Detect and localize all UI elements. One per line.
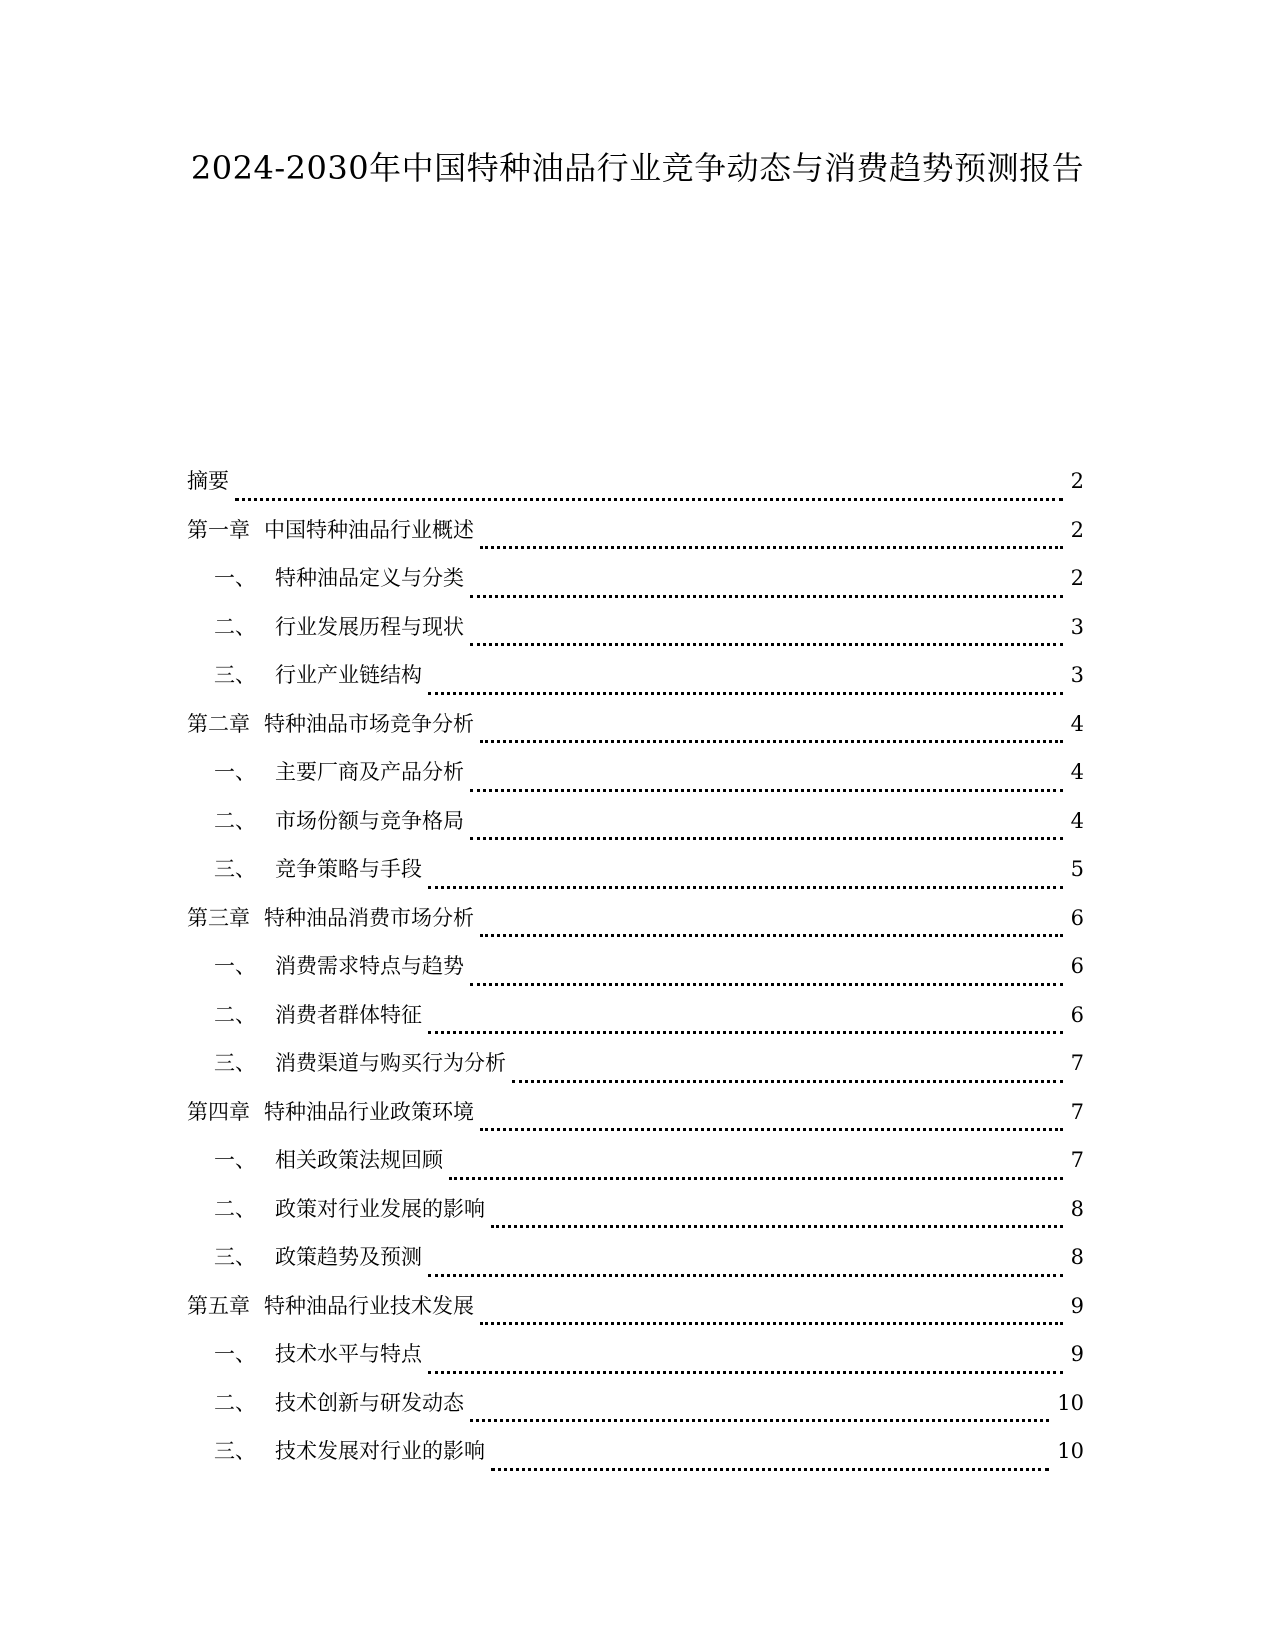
toc-chapter-entry[interactable] [187,710,1084,759]
toc-entry-label: 特种油品消费市场分析 [264,905,474,930]
toc-dot-leader [235,498,1063,501]
toc-entry-label: 消费需求特点与趋势 [275,954,464,978]
toc-entry-number: 第一章 [187,517,250,542]
toc-dot-leader [480,546,1063,549]
toc-page-number: 8 [1070,1196,1084,1221]
toc-entry-label: 特种油品行业政策环境 [264,1099,474,1124]
toc-page-number: 9 [1070,1342,1084,1366]
toc-entry-number: 第三章 [187,905,250,930]
toc-dot-leader [470,983,1063,986]
toc-dot-leader [449,1177,1063,1180]
toc-entry-number: 一、 [214,1148,256,1172]
toc-entry-number: 二、 [214,1002,256,1027]
toc-dot-leader [470,595,1063,598]
toc-dot-leader [491,1225,1063,1228]
toc-entry-number: 一、 [214,566,256,590]
toc-dot-leader [428,1371,1063,1374]
toc-dot-leader [470,837,1063,840]
toc-chapter-entry[interactable] [187,1292,1084,1341]
toc-dot-leader [491,1468,1049,1471]
toc-section-entry[interactable] [187,1001,1084,1050]
toc-entry-label: 相关政策法规回顾 [275,1148,443,1172]
toc-section-entry[interactable] [187,855,1084,904]
toc-page-number: 7 [1070,1099,1084,1124]
toc-page-number: 5 [1070,857,1084,881]
toc-section-entry[interactable] [187,661,1084,710]
toc-dot-leader [512,1080,1063,1083]
toc-page-number: 2 [1070,566,1084,590]
toc-page-number: 3 [1070,663,1084,687]
toc-entry-number: 三、 [214,1245,256,1269]
toc-entry-number: 第二章 [187,711,250,736]
toc-page-number: 4 [1070,760,1084,784]
toc-dot-leader [480,740,1063,743]
toc-entry-number: 二、 [214,1390,256,1415]
toc-entry-label: 摘要 [187,469,229,493]
toc-entry-number: 三、 [214,1051,256,1075]
toc-dot-leader [428,886,1063,889]
toc-chapter-entry[interactable] [187,904,1084,953]
toc-entry-number: 二、 [214,614,256,639]
toc-entry-number: 一、 [214,760,256,784]
toc-page-number: 3 [1070,614,1084,639]
toc-page-number: 9 [1070,1293,1084,1318]
toc-entry-label: 特种油品行业技术发展 [264,1293,474,1318]
toc-entry-number: 三、 [214,857,256,881]
toc-section-entry[interactable] [187,1243,1084,1292]
toc-dot-leader [428,1274,1063,1277]
toc-entry-number: 二、 [214,1196,256,1221]
toc-page-number: 4 [1070,711,1084,736]
toc-section-entry[interactable] [187,613,1084,662]
toc-entry-label: 政策对行业发展的影响 [275,1196,485,1221]
toc-entry-number: 二、 [214,808,256,833]
toc-page-number: 10 [1057,1390,1084,1415]
toc-section-entry[interactable] [187,952,1084,1001]
toc-entry-label: 特种油品定义与分类 [275,566,464,590]
toc-dot-leader [480,1322,1063,1325]
toc-entry-label: 技术创新与研发动态 [275,1390,464,1415]
toc-entry-label: 市场份额与竞争格局 [275,808,464,833]
toc-section-entry[interactable] [187,1195,1084,1244]
toc-entry-number: 第五章 [187,1293,250,1318]
toc-entry-number: 三、 [214,1439,256,1463]
toc-entry-label: 消费者群体特征 [275,1002,422,1027]
toc-page-number: 2 [1070,517,1084,542]
toc-entry-number: 第四章 [187,1099,250,1124]
toc-page-number: 7 [1070,1051,1084,1075]
toc-dot-leader [428,1031,1063,1034]
toc-page-number: 7 [1070,1148,1084,1172]
toc-entry-label: 行业发展历程与现状 [275,614,464,639]
toc-entry-label: 消费渠道与购买行为分析 [275,1051,506,1075]
toc-section-entry[interactable] [187,1437,1084,1486]
toc-entry-number: 一、 [214,954,256,978]
toc-page-number: 6 [1070,1002,1084,1027]
toc-section-entry[interactable] [187,564,1084,613]
toc-section-entry[interactable] [187,1049,1084,1098]
toc-dot-leader [480,934,1063,937]
toc-section-entry[interactable] [187,758,1084,807]
toc-page-number: 6 [1070,905,1084,930]
toc-chapter-entry[interactable] [187,467,1084,516]
toc-entry-label: 政策趋势及预测 [275,1245,422,1269]
toc-entry-number: 三、 [214,663,256,687]
toc-entry-label: 技术水平与特点 [275,1342,422,1366]
toc-dot-leader [470,643,1063,646]
toc-section-entry[interactable] [187,1340,1084,1389]
toc-page-number: 10 [1057,1439,1084,1463]
toc-entry-number: 一、 [214,1342,256,1366]
toc-chapter-entry[interactable] [187,1098,1084,1147]
toc-dot-leader [480,1128,1063,1131]
toc-section-entry[interactable] [187,1146,1084,1195]
toc-dot-leader [470,1419,1049,1422]
toc-section-entry[interactable] [187,1389,1084,1438]
toc-chapter-entry[interactable] [187,516,1084,565]
toc-entry-label: 主要厂商及产品分析 [275,760,464,784]
table-of-contents [187,467,1084,1486]
toc-entry-label: 特种油品市场竞争分析 [264,711,474,736]
toc-page-number: 8 [1070,1245,1084,1269]
toc-entry-label: 中国特种油品行业概述 [264,517,474,542]
toc-entry-label: 技术发展对行业的影响 [275,1439,485,1463]
toc-entry-label: 竞争策略与手段 [275,857,422,881]
toc-section-entry[interactable] [187,807,1084,856]
toc-page-number: 2 [1070,469,1084,493]
toc-page-number: 4 [1070,808,1084,833]
document-title: 2024-2030年中国特种油品行业竞争动态与消费趋势预测报告 [190,149,1085,187]
toc-dot-leader [428,692,1063,695]
toc-entry-label: 行业产业链结构 [275,663,422,687]
toc-dot-leader [470,789,1063,792]
toc-page-number: 6 [1070,954,1084,978]
